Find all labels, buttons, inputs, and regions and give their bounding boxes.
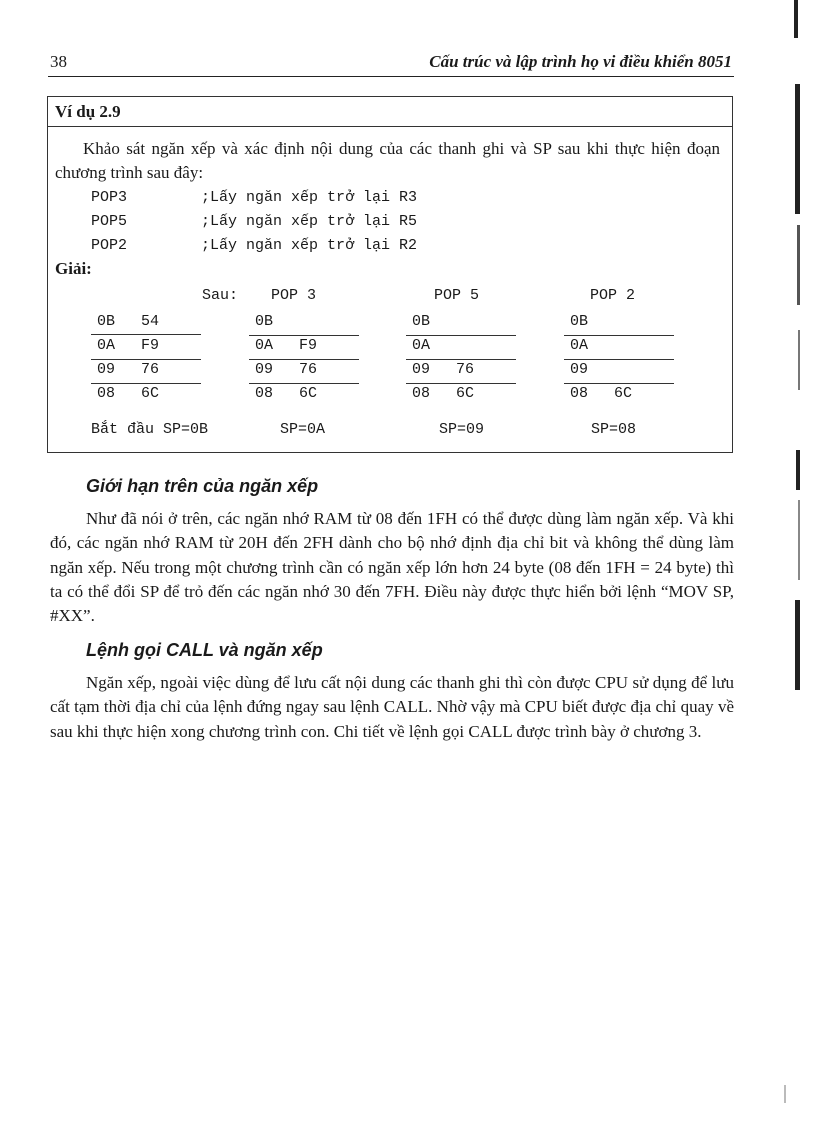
- cell-value: 76: [141, 361, 160, 378]
- cell-address: 08: [412, 385, 431, 402]
- solution-label: Giải:: [55, 259, 92, 278]
- stack-cell: [564, 311, 674, 336]
- cell-address: 0A: [97, 337, 116, 354]
- example-prompt: Khảo sát ngăn xếp và xác định nội dung của các thanh ghi và SP sau khi thực hiện đoạn chương trình sau đây:: [55, 139, 720, 182]
- code-instruction: POP2: [91, 237, 128, 254]
- code-line: [91, 189, 417, 206]
- stack-sp-value: SP=0A: [280, 421, 326, 438]
- cell-address: 09: [97, 361, 116, 378]
- cell-value: F9: [299, 337, 318, 354]
- scan-artifact: [794, 0, 798, 38]
- scan-artifact: [798, 330, 800, 390]
- cell-value: 6C: [614, 385, 633, 402]
- stack-cell: [406, 335, 516, 360]
- example-title-row: [48, 97, 732, 127]
- stack-cell: [249, 383, 359, 407]
- running-header: Cấu trúc và lập trình họ vi điều khiển 8051: [429, 52, 732, 71]
- header-rule: [48, 76, 734, 77]
- stack-cell: [91, 335, 201, 360]
- cell-value: 6C: [299, 385, 318, 402]
- stack-heading: POP 5: [434, 287, 480, 304]
- stack-sp-value: SP=09: [439, 421, 485, 438]
- cell-address: 08: [97, 385, 116, 402]
- cell-address: 09: [255, 361, 274, 378]
- stack-cell: [406, 383, 516, 407]
- code-comment: ;Lấy ngăn xếp trở lại R5: [201, 213, 418, 230]
- stack-cell: [249, 335, 359, 360]
- section-heading: Giới hạn trên của ngăn xếp: [86, 476, 319, 496]
- cell-value: 6C: [456, 385, 475, 402]
- cell-address: 0A: [412, 337, 431, 354]
- scan-artifact: [795, 84, 800, 214]
- stack-heading: POP 3: [271, 287, 317, 304]
- code-instruction: POP3: [91, 189, 128, 206]
- cell-value: F9: [141, 337, 160, 354]
- code-line: [91, 237, 417, 254]
- code-comment: ;Lấy ngăn xếp trở lại R2: [201, 237, 418, 254]
- code-comment: ;Lấy ngăn xếp trở lại R3: [201, 189, 418, 206]
- scan-artifact: [798, 500, 800, 580]
- stack-cell: [91, 359, 201, 384]
- stack-cell: [564, 383, 674, 407]
- stack-cell: [91, 383, 201, 407]
- cell-address: 0A: [255, 337, 274, 354]
- cell-address: 08: [255, 385, 274, 402]
- cell-address: 0B: [570, 313, 589, 330]
- stack-cell: [564, 335, 674, 360]
- section-body: Ngăn xếp, ngoài việc dùng để lưu cất nội dung các thanh ghi thì còn được CPU sử dụng để lưu cất tạm thời địa chỉ của lệnh đứng ngay sau lệnh CALL. Nhờ vậy mà CPU biết được địa chỉ quay về sau khi thực hiện xong chương trình con. Chi tiết về lệnh gọi CALL được trình bày ở chương 3.: [50, 673, 734, 741]
- cell-address: 0B: [97, 313, 116, 330]
- cell-value: 76: [299, 361, 318, 378]
- code-line: [91, 213, 417, 230]
- code-instruction: POP5: [91, 213, 128, 230]
- stack-sp-value: SP=08: [591, 421, 637, 438]
- page-number: 38: [50, 52, 67, 71]
- stack-cell: [406, 359, 516, 384]
- scan-artifact: [795, 600, 800, 690]
- cell-address: 08: [570, 385, 589, 402]
- cell-value: 6C: [141, 385, 160, 402]
- stack-divider: [91, 311, 201, 335]
- stack-sp-value: Bắt đầu SP=0B: [91, 421, 209, 438]
- stack-cell: [249, 359, 359, 384]
- stack-cell: [406, 311, 516, 336]
- stack-cell: [564, 359, 674, 384]
- scan-artifact: [796, 450, 800, 490]
- section-body: Như đã nói ở trên, các ngăn nhớ RAM từ 08 đến 1FH có thể được dùng làm ngăn xếp. Và khi đó, các ngăn nhớ RAM từ 20H đến 2FH dành cho bộ nhớ định địa chỉ bit và không thể dùng làm ngăn xếp. Nếu trong một chương trình cần có ngăn xếp lớn hơn 24 byte (08 đến 1FH = 24 byte) thì ta có thể đổi SP để trỏ đến các ngăn nhớ 30 đến 7FH. Điều này được thực hiển bởi lệnh “MOV SP, #XX”.: [50, 509, 734, 626]
- section-heading: Lệnh gọi CALL và ngăn xếp: [86, 640, 323, 660]
- cell-address: 0B: [412, 313, 431, 330]
- cell-address: 09: [570, 361, 589, 378]
- example-box: [47, 96, 733, 453]
- example-title: Ví dụ 2.9: [55, 102, 121, 121]
- after-label: Sau:: [202, 287, 239, 304]
- cell-address: 09: [412, 361, 431, 378]
- scan-artifact: [784, 1085, 786, 1103]
- stack-cell: [249, 311, 359, 336]
- cell-address: 0B: [255, 313, 274, 330]
- cell-value: 76: [456, 361, 475, 378]
- cell-address: 0A: [570, 337, 589, 354]
- cell-value: 54: [141, 313, 160, 330]
- scan-artifact: [797, 225, 800, 305]
- stack-heading: POP 2: [590, 287, 636, 304]
